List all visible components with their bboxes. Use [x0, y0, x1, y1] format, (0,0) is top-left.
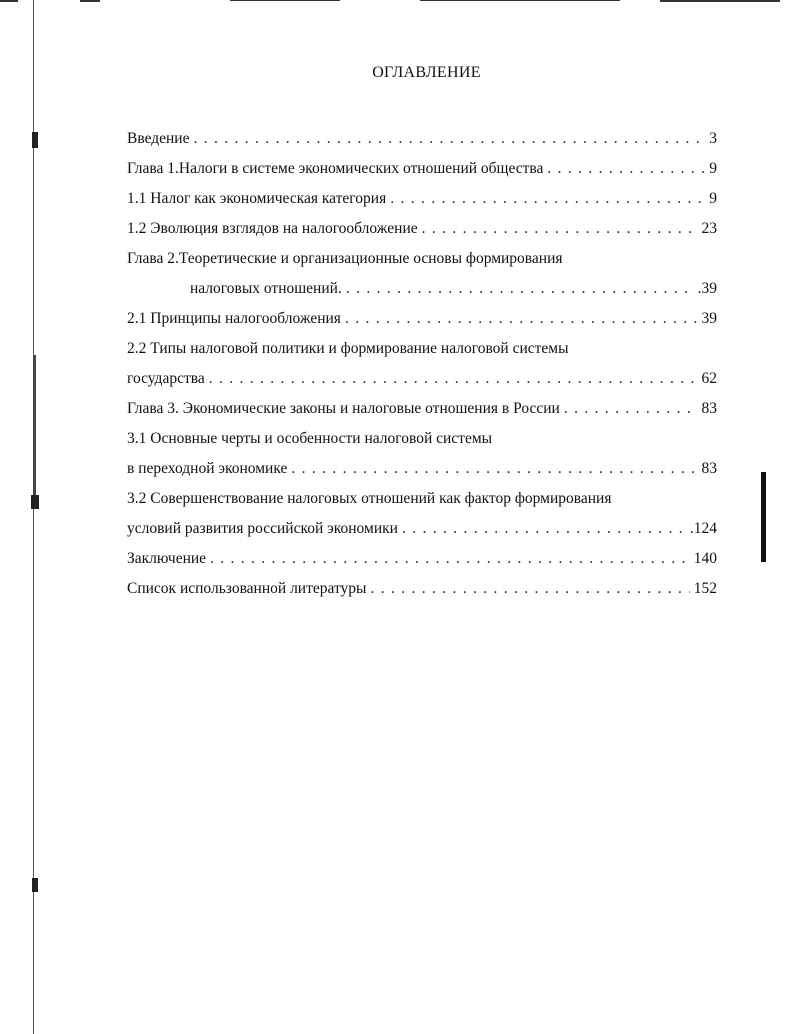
- page-title: ОГЛАВЛЕНИЕ: [372, 64, 481, 81]
- scan-edge-top: [420, 0, 620, 1]
- dot-leader: [564, 394, 698, 424]
- scan-edge-top: [230, 0, 340, 1]
- toc-entry: [127, 484, 717, 514]
- dot-leader: [210, 544, 690, 574]
- toc-entry: [127, 424, 717, 454]
- toc-entry: [127, 154, 717, 184]
- toc-entry-page: 140: [693, 550, 717, 567]
- toc-entry-label: Введение: [127, 130, 190, 147]
- scan-edge-top: [80, 0, 100, 2]
- scan-edge-top: [660, 0, 780, 2]
- toc-entry-page: 83: [701, 460, 717, 477]
- toc-entry: [127, 184, 717, 214]
- toc-entry-page: 9: [709, 160, 717, 177]
- toc-entry: [127, 574, 717, 604]
- toc-entry: [127, 364, 717, 394]
- toc-entry: [127, 514, 717, 544]
- toc-entry-label: налоговых отношений.: [190, 280, 342, 297]
- dot-leader: [193, 124, 705, 154]
- toc-entry-label: Список использованной литературы: [127, 580, 367, 597]
- toc-entry: [127, 454, 717, 484]
- toc-entry-label: 2.1 Принципы налогообложения: [127, 310, 341, 327]
- toc-entry-label: 1.2 Эволюция взглядов на налогообложение: [127, 220, 418, 237]
- toc-entry-label: Глава 1.Налоги в системе экономических отношений общества: [127, 160, 544, 177]
- toc-entry: [127, 214, 717, 244]
- dot-leader: [390, 184, 705, 214]
- toc-entry-page: 62: [701, 370, 717, 387]
- table-of-contents: [127, 124, 717, 604]
- dot-leader: [547, 154, 705, 184]
- toc-entry-page: .124: [689, 520, 717, 537]
- toc-entry-label: 3.1 Основные черты и особенности налоговой системы: [127, 430, 493, 447]
- scan-mark: [31, 495, 39, 509]
- toc-entry-label: условий развития российской экономики: [127, 520, 398, 537]
- toc-entry-label: Заключение: [127, 550, 207, 567]
- toc-entry-page: 3: [709, 130, 717, 147]
- dot-leader: [345, 304, 698, 334]
- dot-leader: [291, 454, 697, 484]
- toc-entry-page: 83: [701, 400, 717, 417]
- toc-entry-page: 39: [701, 310, 717, 327]
- toc-entry-page: 23: [701, 220, 717, 237]
- dot-leader: [346, 274, 694, 304]
- toc-entry-label: 1.1 Налог как экономическая категория: [127, 190, 387, 207]
- toc-entry: [127, 244, 717, 274]
- dot-leader: [402, 514, 686, 544]
- toc-entry: [127, 304, 717, 334]
- dot-leader: [370, 574, 689, 604]
- dot-leader: [209, 364, 698, 394]
- scan-mark: [32, 132, 38, 148]
- toc-entry-page: .39: [697, 280, 717, 297]
- scan-edge-right: [761, 472, 766, 562]
- scan-mark: [33, 355, 36, 495]
- toc-entry-page: 152: [693, 580, 717, 597]
- toc-entry: [127, 544, 717, 574]
- toc-entry: [127, 274, 717, 304]
- toc-entry: [127, 394, 717, 424]
- dot-leader: [422, 214, 698, 244]
- scan-edge-top: [0, 0, 18, 2]
- toc-entry: [127, 124, 717, 154]
- toc-entry-label: государства: [127, 370, 205, 387]
- toc-entry: [127, 334, 717, 364]
- toc-entry-label: 2.2 Типы налоговой политики и формирование налоговой системы: [127, 340, 569, 357]
- toc-entry-label: Глава 2.Теоретические и организационные основы формирования: [127, 250, 563, 267]
- scan-mark: [32, 878, 38, 892]
- toc-entry-page: 9: [709, 190, 717, 207]
- toc-entry-label: Глава 3. Экономические законы и налоговые отношения в России: [127, 400, 560, 417]
- toc-entry-label: в переходной экономике: [127, 460, 288, 477]
- toc-entry-label: 3.2 Совершенствование налоговых отношений как фактор формирования: [127, 490, 612, 507]
